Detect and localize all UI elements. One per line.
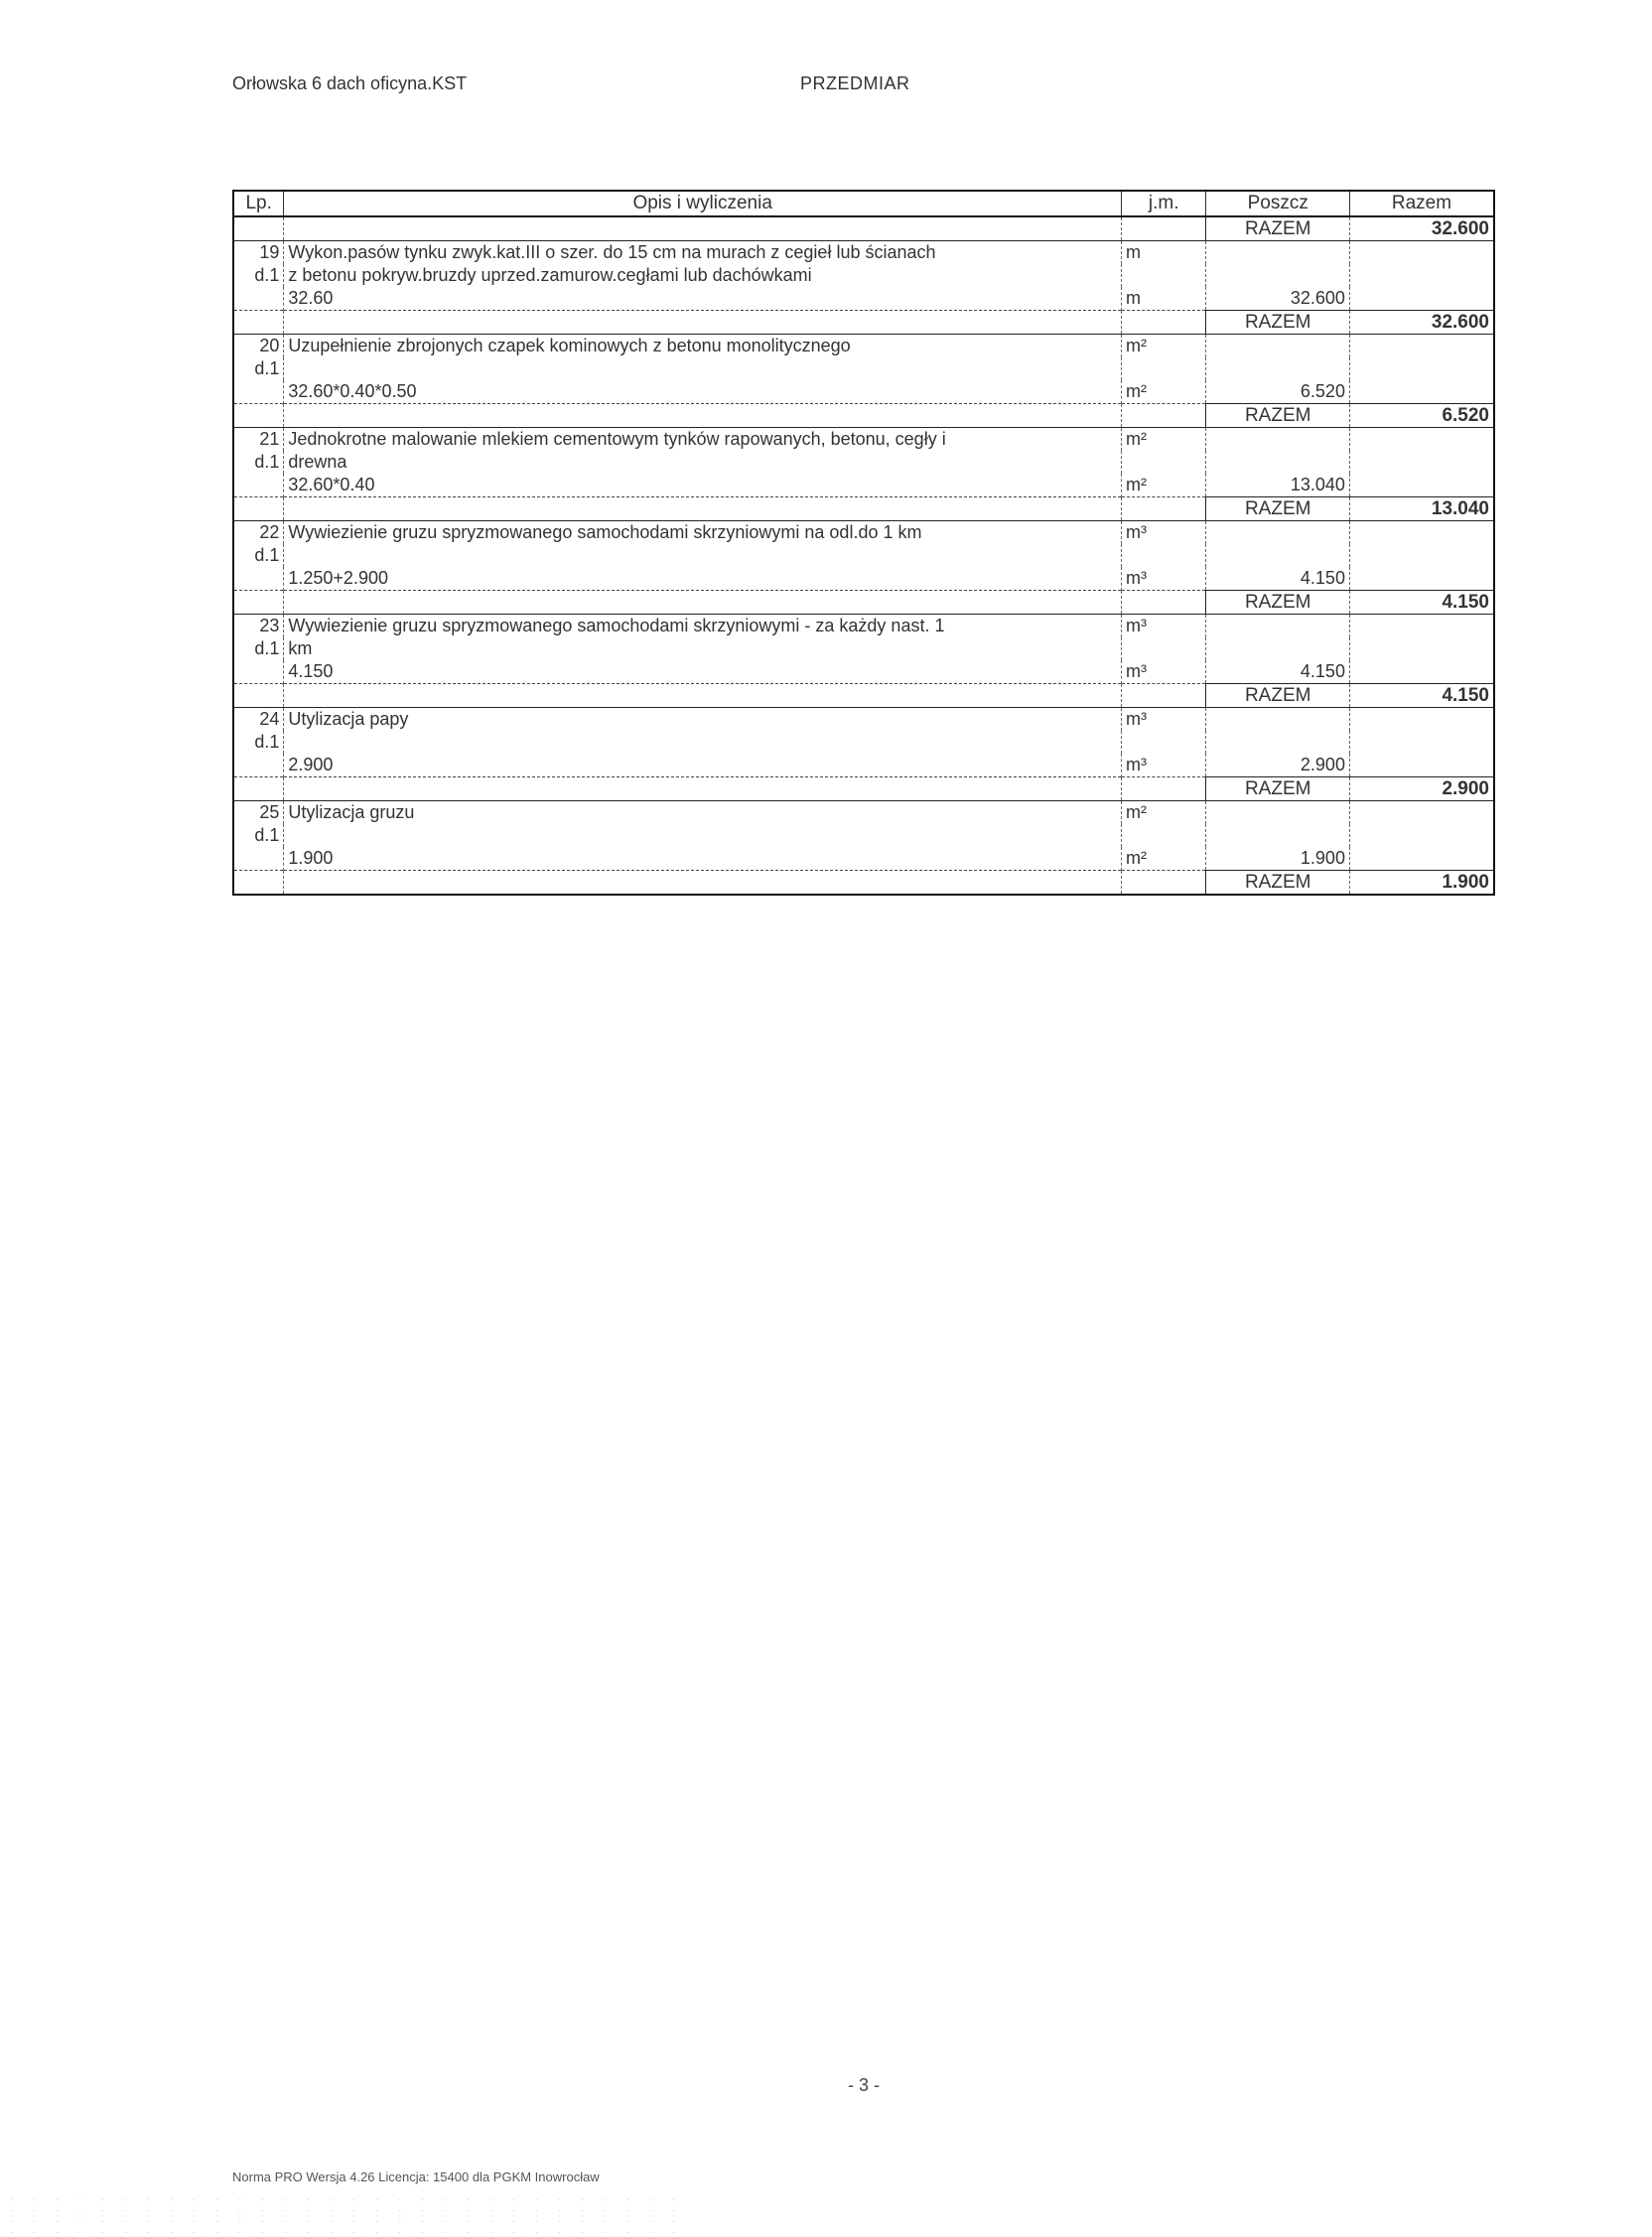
- item-total-row: [233, 311, 1494, 335]
- item-unit: m³: [1121, 615, 1205, 638]
- item-calculation: 32.60: [284, 287, 1122, 311]
- razem-value: 1.900: [1349, 871, 1494, 896]
- item-lp: 24: [233, 708, 284, 732]
- item-unit: m: [1121, 241, 1205, 265]
- table-row: [233, 567, 1494, 591]
- table-row: [233, 521, 1494, 545]
- table-row: [233, 335, 1494, 358]
- item-description-line: Wykon.pasów tynku zwyk.kat.III o szer. do 15 cm na murach z cegieł lub ścianach: [284, 241, 1122, 265]
- item-calculation: 1.250+2.900: [284, 567, 1122, 591]
- razem-value: 4.150: [1349, 591, 1494, 615]
- item-lp: 22: [233, 521, 284, 545]
- scan-noise: [0, 2194, 695, 2234]
- razem-label: RAZEM: [1206, 311, 1350, 335]
- item-poszcz: 13.040: [1206, 474, 1350, 497]
- table-row: [233, 241, 1494, 265]
- table-row: [233, 637, 1494, 660]
- table-row: [233, 544, 1494, 567]
- item-description-line: [284, 731, 1122, 754]
- razem-value: 4.150: [1349, 684, 1494, 708]
- item-lp: 25: [233, 801, 284, 825]
- item-description-line: Wywiezienie gruzu spryzmowanego samochodami skrzyniowymi - za każdy nast. 1: [284, 615, 1122, 638]
- item-calc-unit: m³: [1121, 567, 1205, 591]
- table-row: [233, 451, 1494, 474]
- item-total-row: [233, 777, 1494, 801]
- razem-label: RAZEM: [1206, 777, 1350, 801]
- item-calc-unit: m³: [1121, 754, 1205, 777]
- razem-label: RAZEM: [1206, 871, 1350, 896]
- item-code: d.1: [233, 544, 284, 567]
- item-description-line: Wywiezienie gruzu spryzmowanego samochodami skrzyniowymi na odl.do 1 km: [284, 521, 1122, 545]
- page-number: - 3 -: [848, 2075, 881, 2095]
- item-poszcz: 1.900: [1206, 847, 1350, 871]
- item-code: d.1: [233, 731, 284, 754]
- col-header-poszcz: Poszcz: [1206, 191, 1350, 216]
- item-calculation: 32.60*0.40: [284, 474, 1122, 497]
- item-code: d.1: [233, 357, 284, 380]
- table-row: [233, 474, 1494, 497]
- table-header-row: [233, 191, 1494, 216]
- item-description-line: [284, 357, 1122, 380]
- table-row: [233, 264, 1494, 287]
- razem-value: 32.600: [1349, 216, 1494, 241]
- item-description-line: Jednokrotne malowanie mlekiem cementowym tynków rapowanych, betonu, cegły i: [284, 428, 1122, 452]
- item-code: d.1: [233, 824, 284, 847]
- item-lp: 23: [233, 615, 284, 638]
- item-description-line: Uzupełnienie zbrojonych czapek kominowych z betonu monolitycznego: [284, 335, 1122, 358]
- col-header-opis: Opis i wyliczenia: [284, 191, 1122, 216]
- razem-value: 13.040: [1349, 497, 1494, 521]
- table-row: [233, 731, 1494, 754]
- item-code: d.1: [233, 637, 284, 660]
- item-description-line: km: [284, 637, 1122, 660]
- item-unit: m²: [1121, 801, 1205, 825]
- razem-label: RAZEM: [1206, 591, 1350, 615]
- table-row: [233, 708, 1494, 732]
- item-lp: 19: [233, 241, 284, 265]
- item-poszcz: 6.520: [1206, 380, 1350, 404]
- item-calc-unit: m: [1121, 287, 1205, 311]
- razem-value: 2.900: [1349, 777, 1494, 801]
- item-total-row: [233, 684, 1494, 708]
- item-unit: m²: [1121, 428, 1205, 452]
- item-unit: m³: [1121, 521, 1205, 545]
- item-poszcz: 32.600: [1206, 287, 1350, 311]
- table-row: [233, 824, 1494, 847]
- footer-license: Norma PRO Wersja 4.26 Licencja: 15400 dla PGKM Inowrocław: [232, 2169, 600, 2184]
- table-row: [233, 428, 1494, 452]
- item-description-line: [284, 824, 1122, 847]
- document-title: PRZEDMIAR: [800, 73, 910, 93]
- document-filename: Orłowska 6 dach oficyna.KST: [232, 73, 468, 93]
- item-poszcz: 4.150: [1206, 567, 1350, 591]
- table-row: [233, 847, 1494, 871]
- item-poszcz: 4.150: [1206, 660, 1350, 684]
- item-total-row: [233, 871, 1494, 896]
- item-description-line: [284, 544, 1122, 567]
- item-lp: 20: [233, 335, 284, 358]
- item-calculation: 1.900: [284, 847, 1122, 871]
- item-calculation: 4.150: [284, 660, 1122, 684]
- item-description-line: drewna: [284, 451, 1122, 474]
- item-unit: m³: [1121, 708, 1205, 732]
- item-total-row: [233, 404, 1494, 428]
- item-unit: m²: [1121, 335, 1205, 358]
- table-row: [233, 754, 1494, 777]
- item-calc-unit: m²: [1121, 380, 1205, 404]
- carry-total-row: [233, 216, 1494, 241]
- item-lp: 21: [233, 428, 284, 452]
- razem-label: RAZEM: [1206, 684, 1350, 708]
- item-calculation: 32.60*0.40*0.50: [284, 380, 1122, 404]
- item-total-row: [233, 497, 1494, 521]
- razem-value: 6.520: [1349, 404, 1494, 428]
- item-calc-unit: m³: [1121, 660, 1205, 684]
- table-row: [233, 357, 1494, 380]
- item-code: d.1: [233, 451, 284, 474]
- table-row: [233, 287, 1494, 311]
- table-row: [233, 615, 1494, 638]
- przedmiar-table: [232, 190, 1495, 896]
- col-header-lp: Lp.: [233, 191, 284, 216]
- table-row: [233, 660, 1494, 684]
- item-description-line: z betonu pokryw.bruzdy uprzed.zamurow.cegłami lub dachówkami: [284, 264, 1122, 287]
- item-calc-unit: m²: [1121, 474, 1205, 497]
- item-description-line: Utylizacja gruzu: [284, 801, 1122, 825]
- table-row: [233, 801, 1494, 825]
- item-code: d.1: [233, 264, 284, 287]
- item-total-row: [233, 591, 1494, 615]
- razem-label: RAZEM: [1206, 497, 1350, 521]
- item-poszcz: 2.900: [1206, 754, 1350, 777]
- razem-value: 32.600: [1349, 311, 1494, 335]
- item-calculation: 2.900: [284, 754, 1122, 777]
- razem-label: RAZEM: [1206, 216, 1350, 241]
- item-description-line: Utylizacja papy: [284, 708, 1122, 732]
- col-header-razem: Razem: [1349, 191, 1494, 216]
- table-row: [233, 380, 1494, 404]
- razem-label: RAZEM: [1206, 404, 1350, 428]
- col-header-jm: j.m.: [1121, 191, 1205, 216]
- item-calc-unit: m²: [1121, 847, 1205, 871]
